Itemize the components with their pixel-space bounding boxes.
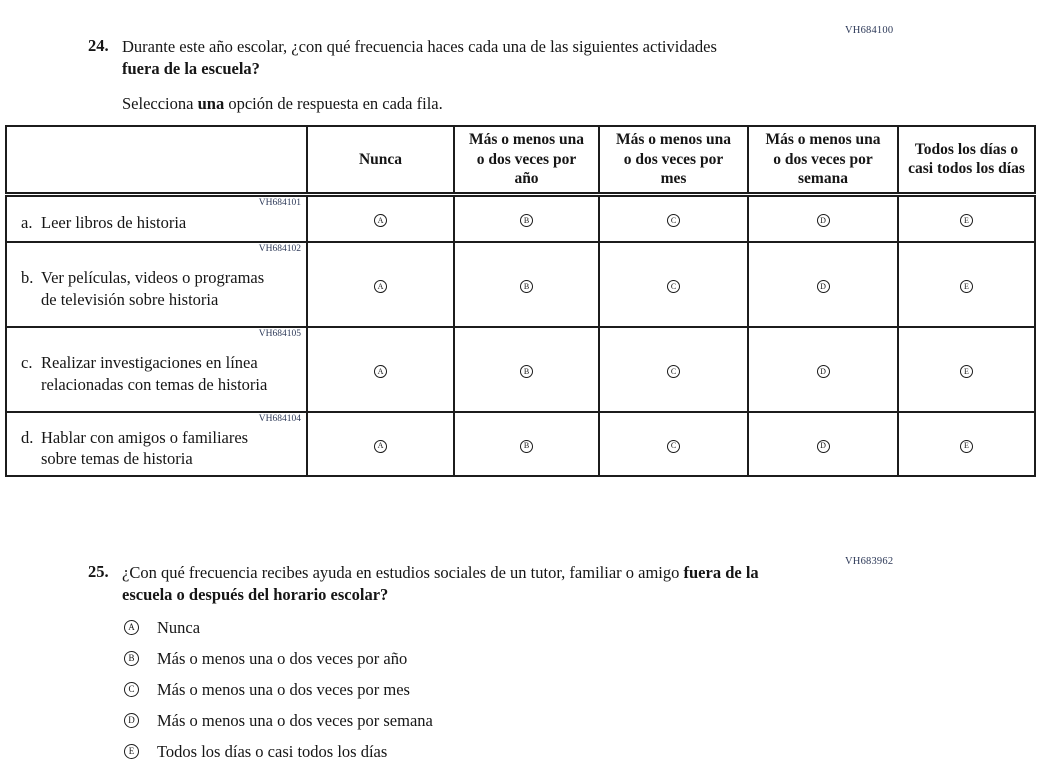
- q25-option-C-label: Más o menos una o dos veces por mes: [157, 679, 410, 699]
- row-d-letter: d.: [21, 428, 34, 447]
- q25-options: [124, 612, 433, 767]
- question-24-instruction-post: opción de respuesta en cada fila.: [224, 93, 443, 113]
- q24-row-c-option-D[interactable]: D: [817, 365, 830, 378]
- q24-row-d-option-A[interactable]: A: [374, 440, 387, 453]
- row-a-letter: a.: [21, 213, 33, 233]
- table-corner-cell: [6, 126, 307, 194]
- column-header-por-mes: Más o menos una o dos veces por mes: [599, 126, 748, 194]
- q24-row-d-option-E[interactable]: E: [960, 440, 973, 453]
- table-row-b: [6, 242, 1035, 327]
- q25-option-D-label: Más o menos una o dos veces por semana: [157, 710, 433, 730]
- row-c-text: Realizar investigaciones en línea relacionadas con temas de historia: [41, 353, 268, 394]
- q24-row-c-option-C[interactable]: C: [667, 365, 680, 378]
- question-24-instruction-bold: una: [197, 93, 225, 113]
- row-c-label-cell: [6, 327, 307, 412]
- item-code-q25: VH683962: [845, 556, 894, 567]
- column-header-nunca: Nunca: [307, 126, 454, 194]
- row-c-letter: c.: [21, 353, 33, 373]
- q24-row-a-option-A[interactable]: A: [374, 214, 387, 227]
- q25-option-A-label: Nunca: [157, 617, 201, 637]
- question-24: [88, 36, 742, 114]
- q25-option-D: [124, 705, 433, 736]
- column-header-por-ano: Más o menos una o dos veces por año: [454, 126, 599, 194]
- question-24-instruction: [122, 93, 742, 115]
- q24-row-b-option-B[interactable]: B: [520, 280, 533, 293]
- item-code-row-a: VH684101: [258, 197, 301, 208]
- q24-row-c-option-A[interactable]: A: [374, 365, 387, 378]
- q24-response-table: [5, 125, 1036, 477]
- question-24-prompt: [122, 36, 742, 80]
- column-header-por-semana: Más o menos una o dos veces por semana: [748, 126, 898, 194]
- table-row-d: [6, 412, 1035, 476]
- q24-row-d-option-D[interactable]: D: [817, 440, 830, 453]
- q25-option-C-bubble[interactable]: C: [124, 682, 139, 697]
- question-25-text: [122, 562, 777, 606]
- q24-row-c-option-E[interactable]: E: [960, 365, 973, 378]
- q25-option-B-label: Más o menos una o dos veces por año: [157, 648, 408, 668]
- row-a-text: Leer libros de historia: [41, 213, 187, 233]
- question-24-prompt-regular: Durante este año escolar, ¿con qué frecuencia haces cada una de las siguientes actividades: [122, 37, 717, 56]
- q24-row-b-option-C[interactable]: C: [667, 280, 680, 293]
- table-header-row: [6, 126, 1035, 194]
- q25-option-A: [124, 612, 433, 643]
- question-25-prompt: [122, 562, 777, 606]
- q24-row-c-option-B[interactable]: B: [520, 365, 533, 378]
- row-d-label-cell: [6, 412, 307, 476]
- q24-row-a-option-D[interactable]: D: [817, 214, 830, 227]
- question-24-number: 24.: [88, 36, 109, 55]
- question-25-number: 25.: [88, 562, 109, 581]
- column-header-todos-los-dias: Todos los días o casi todos los días: [898, 126, 1035, 194]
- q24-row-b-option-D[interactable]: D: [817, 280, 830, 293]
- question-25-prompt-regular: ¿Con qué frecuencia recibes ayuda en estudios sociales de un tutor, familiar o amigo: [122, 563, 684, 582]
- q24-row-d-option-C[interactable]: C: [667, 440, 680, 453]
- row-d-text: Hablar con amigos o familiares sobre temas de historia: [41, 428, 249, 469]
- q24-row-a-option-B[interactable]: B: [520, 214, 533, 227]
- question-24-prompt-bold: fuera de la escuela?: [122, 58, 260, 78]
- q25-option-D-bubble[interactable]: D: [124, 713, 139, 728]
- q25-option-E-label: Todos los días o casi todos los días: [157, 741, 388, 761]
- q24-row-a-option-E[interactable]: E: [960, 214, 973, 227]
- question-25: [88, 562, 777, 606]
- q24-row-a-option-C[interactable]: C: [667, 214, 680, 227]
- q24-row-b-option-E[interactable]: E: [960, 280, 973, 293]
- item-code-q24: VH684100: [845, 25, 894, 36]
- q24-row-b-option-A[interactable]: A: [374, 280, 387, 293]
- question-24-text: [122, 36, 742, 114]
- q24-row-d-option-B[interactable]: B: [520, 440, 533, 453]
- q25-option-B: [124, 643, 433, 674]
- q25-option-B-bubble[interactable]: B: [124, 651, 139, 666]
- q25-option-E: [124, 736, 433, 767]
- row-b-text: Ver películas, videos o programas de televisión sobre historia: [41, 268, 265, 309]
- q25-option-A-bubble[interactable]: A: [124, 620, 139, 635]
- item-code-row-b: VH684102: [258, 244, 301, 254]
- row-b-label-cell: [6, 242, 307, 327]
- question-24-instruction-pre: Selecciona: [122, 93, 198, 113]
- table-row-c: [6, 327, 1035, 412]
- row-a-label-cell: [6, 194, 307, 242]
- row-b-letter: b.: [21, 268, 34, 288]
- q25-option-E-bubble[interactable]: E: [124, 744, 139, 759]
- question-25-prompt-bold: fuera de la escuela o después del horario escolar?: [122, 563, 759, 604]
- table-row-a: [6, 194, 1035, 242]
- q25-option-C: [124, 674, 433, 705]
- item-code-row-c: VH684105: [258, 329, 301, 339]
- item-code-row-d: VH684104: [258, 414, 301, 424]
